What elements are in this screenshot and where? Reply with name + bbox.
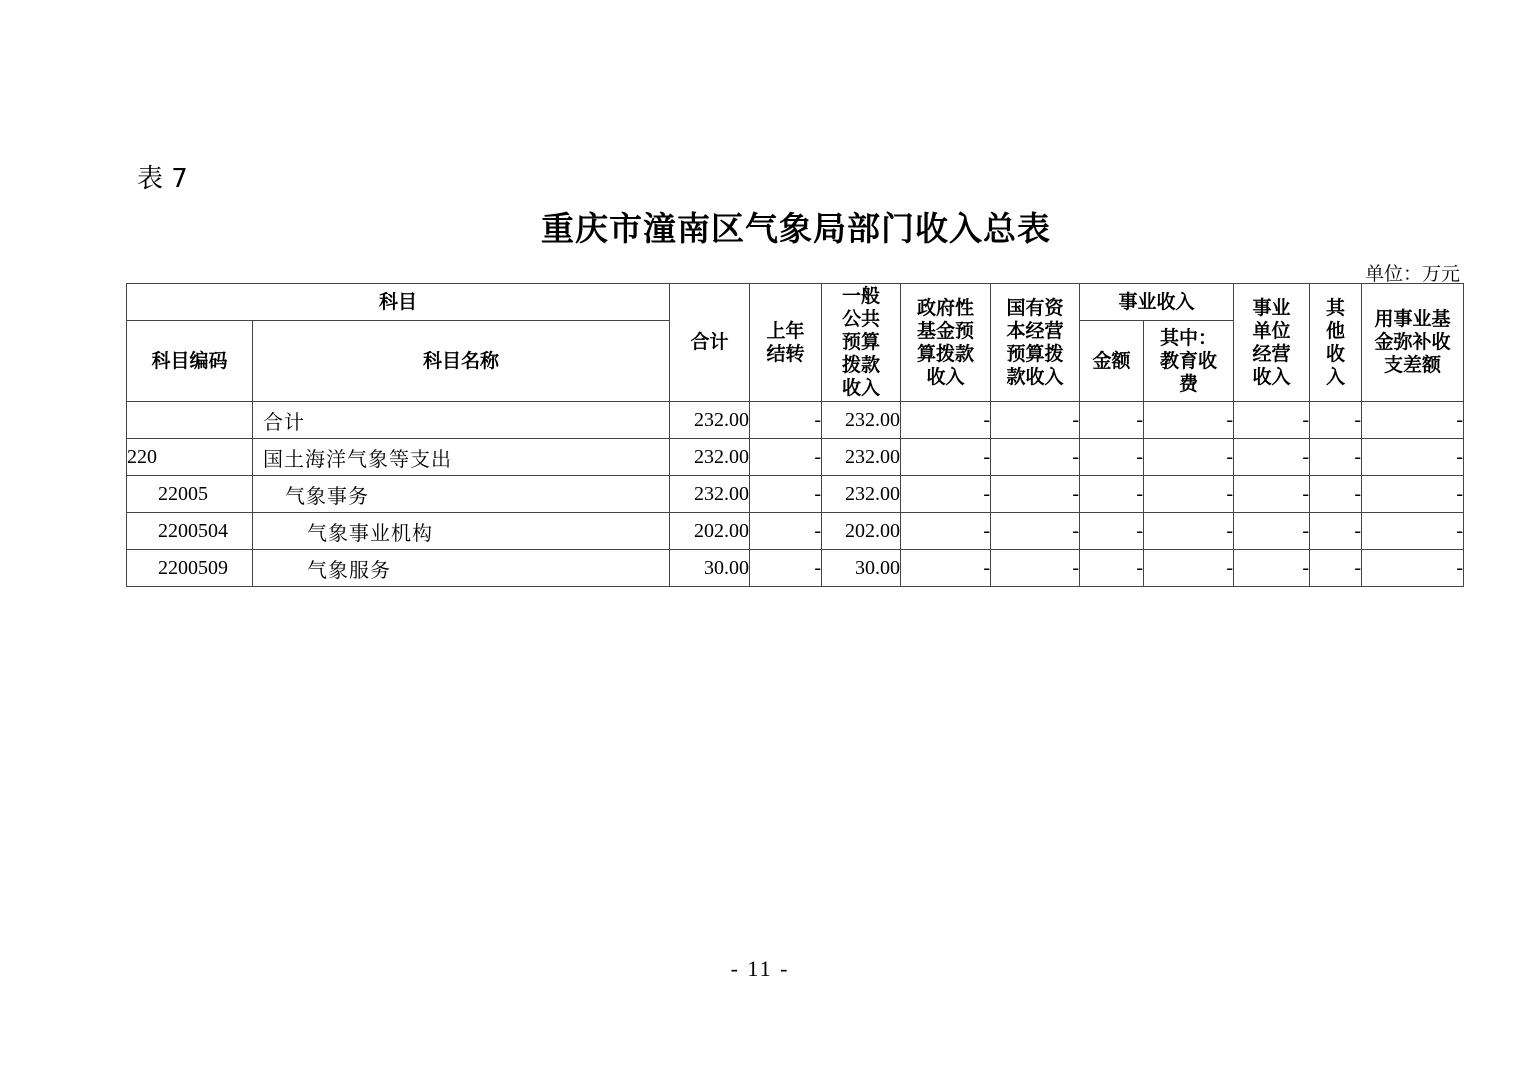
total-cell: 232.00 — [670, 476, 750, 513]
header-gov-fund — [901, 284, 991, 402]
header-subject-code: 科目编码 — [127, 321, 253, 402]
education-fee-cell: - — [1144, 402, 1234, 439]
gov-fund-cell: - — [901, 550, 991, 587]
subject-code-cell: 22005 — [127, 476, 253, 513]
total-cell: 232.00 — [670, 402, 750, 439]
other-income-cell: - — [1310, 513, 1362, 550]
unit-operating-cell: - — [1234, 550, 1310, 587]
carryover-cell: - — [750, 439, 822, 476]
header-carryover-label: 上年结转 — [766, 319, 805, 365]
header-general-budget — [822, 284, 901, 402]
subject-code-cell: 2200504 — [127, 513, 253, 550]
general-budget-cell: 232.00 — [822, 476, 901, 513]
education-fee-cell: - — [1144, 439, 1234, 476]
total-cell: 30.00 — [670, 550, 750, 587]
carryover-cell: - — [750, 513, 822, 550]
header-business-amount: 金额 — [1080, 321, 1144, 402]
subject-name-cell: 合计 — [253, 402, 670, 439]
other-income-cell: - — [1310, 402, 1362, 439]
unit-operating-cell: - — [1234, 402, 1310, 439]
other-income-cell: - — [1310, 550, 1362, 587]
table-row — [127, 513, 1464, 550]
state-capital-cell: - — [991, 402, 1080, 439]
gov-fund-cell: - — [901, 439, 991, 476]
education-fee-cell: - — [1144, 476, 1234, 513]
state-capital-cell: - — [991, 513, 1080, 550]
header-unit-operating-label: 事业单位经营收入 — [1252, 296, 1291, 388]
header-carryover — [750, 284, 822, 402]
header-education-fee — [1144, 321, 1234, 402]
subject-code-cell: 2200509 — [127, 550, 253, 587]
header-subject-name: 科目名称 — [253, 321, 670, 402]
header-subject-group: 科目 — [127, 284, 670, 321]
business-amount-cell: - — [1080, 439, 1144, 476]
state-capital-cell: - — [991, 476, 1080, 513]
table-number: 表 7 — [137, 164, 188, 194]
unit-operating-cell: - — [1234, 476, 1310, 513]
gov-fund-cell: - — [901, 402, 991, 439]
table-body — [127, 402, 1464, 587]
header-gov-fund-label: 政府性基金预算拨款收入 — [916, 296, 974, 388]
business-amount-cell: - — [1080, 513, 1144, 550]
carryover-cell: - — [750, 550, 822, 587]
general-budget-cell: 30.00 — [822, 550, 901, 587]
unit-operating-cell: - — [1234, 439, 1310, 476]
header-total: 合计 — [670, 284, 750, 402]
business-amount-cell: - — [1080, 476, 1144, 513]
fund-offset-cell: - — [1362, 476, 1464, 513]
fund-offset-cell: - — [1362, 513, 1464, 550]
unit-label: 单位：万元 — [1364, 263, 1460, 285]
page-number: - 11 - — [730, 956, 790, 981]
total-cell: 202.00 — [670, 513, 750, 550]
header-state-capital — [991, 284, 1080, 402]
subject-name-cell: 气象事业机构 — [253, 513, 670, 550]
table-row — [127, 402, 1464, 439]
document-title: 重庆市潼南区气象局部门收入总表 — [541, 209, 1051, 248]
education-fee-cell: - — [1144, 513, 1234, 550]
carryover-cell: - — [750, 476, 822, 513]
state-capital-cell: - — [991, 550, 1080, 587]
subject-name-cell: 国土海洋气象等支出 — [253, 439, 670, 476]
other-income-cell: - — [1310, 476, 1362, 513]
table-row — [127, 550, 1464, 587]
subject-name-cell: 气象服务 — [253, 550, 670, 587]
header-education-fee-label: 其中：教育收费 — [1159, 326, 1217, 395]
header-other-income-label: 其他收入 — [1325, 296, 1345, 388]
state-capital-cell: - — [991, 439, 1080, 476]
gov-fund-cell: - — [901, 476, 991, 513]
subject-code-cell — [127, 402, 253, 439]
fund-offset-cell: - — [1362, 402, 1464, 439]
header-fund-offset-label: 用事业基金弥补收支差额 — [1374, 308, 1451, 376]
header-unit-operating — [1234, 284, 1310, 402]
education-fee-cell: - — [1144, 550, 1234, 587]
business-amount-cell: - — [1080, 402, 1144, 439]
general-budget-cell: 232.00 — [822, 402, 901, 439]
table-row — [127, 476, 1464, 513]
header-other-income — [1310, 284, 1362, 402]
business-amount-cell: - — [1080, 550, 1144, 587]
subject-code-cell: 220 — [127, 439, 253, 476]
fund-offset-cell: - — [1362, 550, 1464, 587]
header-state-capital-label: 国有资本经营预算拨款收入 — [1006, 296, 1064, 388]
income-summary-table — [126, 283, 1464, 587]
header-fund-offset — [1362, 284, 1464, 402]
gov-fund-cell: - — [901, 513, 991, 550]
general-budget-cell: 232.00 — [822, 439, 901, 476]
other-income-cell: - — [1310, 439, 1362, 476]
header-business-income-group: 事业收入 — [1080, 284, 1234, 321]
subject-name-cell: 气象事务 — [253, 476, 670, 513]
total-cell: 232.00 — [670, 439, 750, 476]
general-budget-cell: 202.00 — [822, 513, 901, 550]
fund-offset-cell: - — [1362, 439, 1464, 476]
unit-operating-cell: - — [1234, 513, 1310, 550]
table-row — [127, 439, 1464, 476]
carryover-cell: - — [750, 402, 822, 439]
header-general-budget-label: 一般公共预算拨款收入 — [841, 285, 880, 399]
